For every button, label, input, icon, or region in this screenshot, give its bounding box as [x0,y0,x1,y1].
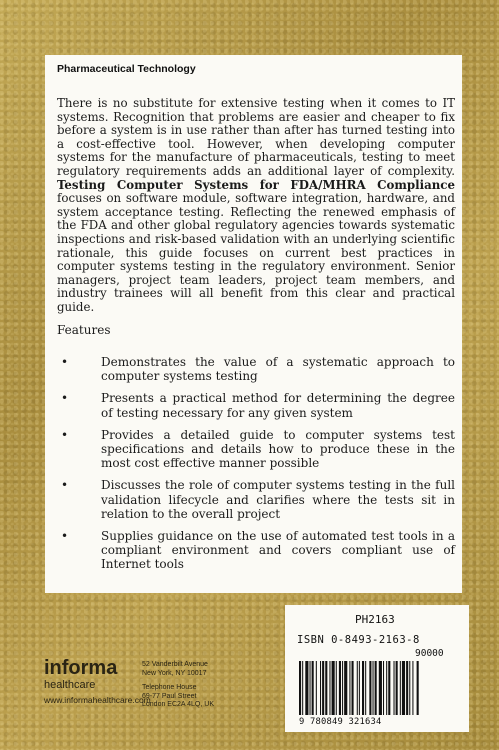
barcode-bar [402,661,405,715]
barcode-bar [362,661,364,715]
publisher-logo-block [44,658,151,708]
barcode-bar [316,661,317,715]
bullet-icon: • [61,529,69,544]
barcode-bar [412,661,413,715]
barcode-bar [409,661,410,715]
barcode-bar [359,661,360,715]
feature-item [57,529,455,572]
description-intro: There is no substitute for extensive testing when it comes to IT systems. Recognition that problems are easier and cheaper to fix before a system is in use rather than after has turned testing into a cost-effective tool. However, when developing computer systems for the manufacture of pharmaceuticals, testing to meet regulatory requirements adds an additional layer of complexity. [57,96,455,178]
barcode-bar [325,661,327,715]
barcode-bar [357,661,358,715]
barcode-bar [344,661,347,715]
address-line: Telephone House [142,684,197,692]
barcode-bar [383,661,384,715]
barcode-bar [339,661,341,715]
barcode-bars [299,661,457,715]
ean-number: 9 780849 321634 [299,717,382,727]
barcode-bar [386,661,387,715]
barcode-bar [329,661,330,715]
barcode-box [285,605,469,732]
features-list [57,355,455,572]
feature-text: Provides a detailed guide to computer systems test specifications and details how to produce these in the most cost effective manner possible [101,427,455,471]
book-title: Testing Computer Systems for FDA/MHRA Compliance [57,177,455,192]
barcode-bar [369,661,371,715]
feature-item [57,355,455,383]
back-cover-panel [45,55,462,593]
barcode-bar [394,661,395,715]
barcode-bar [396,661,398,715]
address-line: 69-77 Paul Street [142,692,197,700]
publisher-imprint: healthcare [44,679,96,691]
feature-text: Supplies guidance on the use of automated test tools in a compliant environment and covers compliant use of Internet tools [101,529,455,572]
barcode-bar [322,661,324,715]
feature-text: Discusses the role of computer systems testing in the full validation lifecycle and clarifies where the tests sit in relation to the overall project [101,478,455,521]
barcode-bar [302,661,303,715]
bullet-icon: • [61,391,69,406]
address-line: New York, NY 10017 [142,669,207,677]
feature-text: Demonstrates the value of a systematic approach to computer systems testing [101,355,455,384]
barcode-bar [299,661,301,715]
isbn-text: ISBN 0-8493-2163-8 [297,634,420,646]
barcode-image [299,661,457,719]
features-heading: Features [57,323,111,337]
barcode-bar [352,661,354,715]
barcode-bar [320,661,321,715]
feature-item [57,391,455,419]
product-code: PH2163 [355,613,395,626]
barcode-bar [336,661,337,715]
address-line: London EC2A 4LQ, UK [142,701,214,709]
address-line: 52 Vanderbilt Avenue [142,661,208,668]
bullet-icon: • [61,355,69,369]
publisher-address [142,661,214,710]
barcode-bar [349,661,350,715]
barcode-bar [373,661,374,715]
barcode-bar [375,661,377,715]
feature-item [57,428,455,471]
bullet-icon: • [61,427,69,442]
barcode-bar [417,661,419,715]
barcode-bar [406,661,408,715]
barcode-bar [400,661,401,715]
barcode-bar [332,661,335,715]
barcode-bar [379,661,382,715]
barcode-bar [388,661,390,715]
publisher-website: www.informahealthcare.com [44,695,151,705]
description-paragraph [57,97,455,315]
barcode-bar [305,661,308,715]
price-code: 90000 [415,648,444,659]
series-title: Pharmaceutical Technology [57,63,196,75]
barcode-bar [310,661,311,715]
feature-item [57,478,455,521]
feature-text: Presents a practical method for determining the degree of testing necessary for any given system [101,391,455,420]
barcode-bar [365,661,366,715]
barcode-bar [312,661,314,715]
barcode-bar [342,661,343,715]
description-rest: focuses on software module, software integration, hardware, and system acceptance testing. Reflecting the renewed emphasis of the FDA and other global regulatory agencies towards systematic inspections and risk-based validation with an underlying scientific rationale, this guide focuses on current best practices in computer systems testing in the regulatory environment. Senior managers, project team leaders, project team members, and industry trainees will all benefit from this clear and practical guide. [57,191,455,314]
bullet-icon: • [61,478,69,493]
publisher-logo: informa [44,657,118,679]
